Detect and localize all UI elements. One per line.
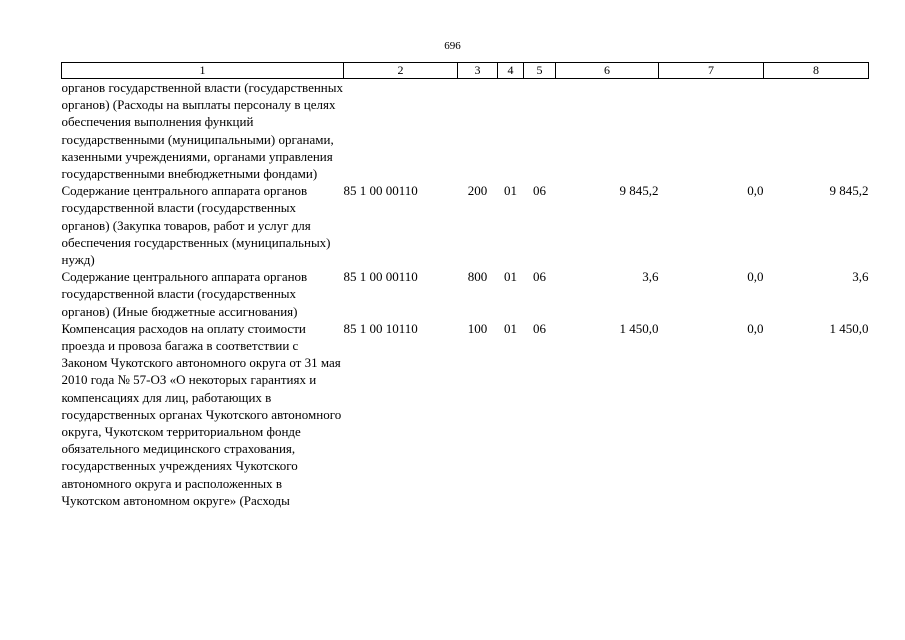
header-col-5: 5: [524, 63, 556, 79]
row-description: органов государственной власти (государственных органов) (Расходы на выплаты персоналу в целях обеспечения выполнения функций государственными (муниципальными) органами, казенными учреждениями, органами управления государственными внебюджетными фондами): [61, 80, 343, 182]
header-col-3: 3: [458, 63, 498, 79]
row-sum-col6: 1 450,0: [619, 320, 659, 336]
header-col-1: 1: [62, 63, 344, 79]
row-target-article: 85 1 00 10110: [343, 320, 418, 336]
row-subsection: [524, 79, 556, 183]
row-description: Содержание центрального аппарата органов государственной власти (государственных органов) (Иные бюджетные ассигнования): [61, 269, 308, 319]
row-sum-col7: 0,0: [747, 320, 764, 336]
table-body: [62, 79, 869, 510]
table-row: [62, 268, 869, 320]
row-target-article: 85 1 00 00110: [343, 183, 418, 199]
table-header: [62, 63, 869, 79]
row-sum-col7: 0,0: [747, 269, 764, 285]
row-expense-type: 100: [467, 320, 488, 336]
row-sum-col7: 0,0: [747, 183, 764, 199]
row-sum-col8: 9 845,2: [829, 183, 869, 199]
row-description: Компенсация расходов на оплату стоимости проезда и провоза багажа в соответствии с Законом Чукотского автономного округа от 31 мая 2010 года № 57-ОЗ «О некоторых гарантиях и компенсациях для лиц, работающих в государственных органах Чукотского автономного округа, Чукотском территориальном фонде обязательного медицинского страхования, государственных учреждениях Чукотского автономного округа и расположенных в Чукотском автономном округе» (Расходы: [61, 320, 342, 508]
row-subsection: 06: [533, 269, 546, 285]
row-sum-col8: [764, 79, 869, 183]
row-sum-col6: 9 845,2: [619, 183, 659, 199]
row-section: 01: [504, 269, 517, 285]
row-subsection: 06: [533, 320, 546, 336]
header-row: [62, 63, 869, 79]
header-col-7: 7: [659, 63, 764, 79]
row-expense-type: 200: [467, 183, 488, 199]
header-col-2: 2: [344, 63, 458, 79]
table-row: [62, 320, 869, 509]
row-target-article: [344, 79, 458, 183]
row-section: 01: [504, 320, 517, 336]
row-expense-type: 800: [467, 269, 488, 285]
row-section: 01: [504, 183, 517, 199]
table-row: [62, 79, 869, 183]
header-col-8: 8: [764, 63, 869, 79]
row-description: Содержание центрального аппарата органов государственной власти (государственных органов) (Закупка товаров, работ и услуг для обеспечения государственных (муниципальных) нужд): [61, 183, 331, 268]
row-sum-col8: 1 450,0: [829, 320, 869, 336]
row-sum-col8: 3,6: [852, 269, 869, 285]
header-col-4: 4: [498, 63, 524, 79]
row-sum-col7: [659, 79, 764, 183]
row-sum-col6: [556, 79, 659, 183]
budget-table: [61, 62, 869, 509]
row-section: [498, 79, 524, 183]
table-row: [62, 182, 869, 268]
row-sum-col6: 3,6: [642, 269, 659, 285]
row-target-article: 85 1 00 00110: [343, 269, 418, 285]
row-expense-type: [458, 79, 498, 183]
page-number: 696: [444, 40, 461, 52]
row-subsection: 06: [533, 183, 546, 199]
header-col-6: 6: [556, 63, 659, 79]
